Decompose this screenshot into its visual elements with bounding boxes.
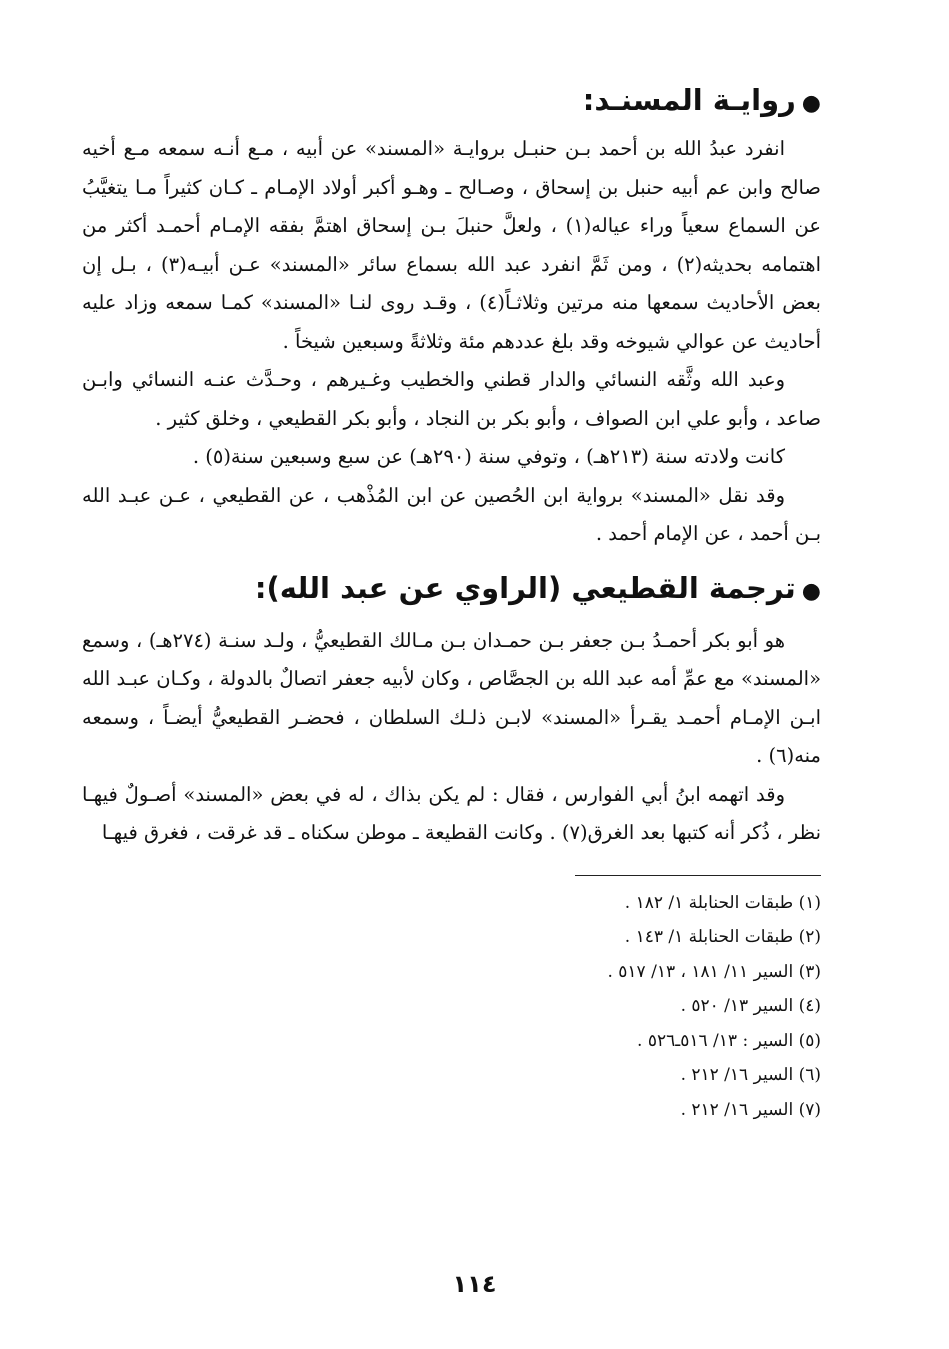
section-heading-riwaya — [82, 78, 821, 126]
paragraph: وعبد الله وثَّقه النسائي والدار قطني والخطيب وغـيرهم ، وحـدَّث عنـه النسائي وابـن صاعد ، وأبو علي ابن الصواف ، وأبو بكر بن النجاد ، وأبو بكر القطيعي ، وخلق كثير . — [82, 368, 821, 430]
paragraph: انفرد عبدُ الله بن أحمد بـن حنبـل بروايـة «المسند» عن أبيه ، مـع أنـه سمعه مـع أخيه صالح وابن عم أبيه حنبل بن إسحاق ، وصـالح ـ وهـو أكبر أولاد الإمـام ـ كـان كثيراً مـا يتغيَّبُ عن السماع سعياً وراء عياله(١) ، ولعلَّ حنبلَ بـن إسحاق اهتمَّ بفقه الإمـام أحمـد أكثر من اهتمامه بحديثه(٢) ، ومن ثَمَّ انفرد عبد الله بسماع سائر «المسند» عـن أبيـه(٣) ، بـل إن بعض الأحاديث سمعها منه مرتين وثلاثـاً(٤) ، وقـد روى لنـا «المسند» كمـا سمعه وزاد عليه أحاديث عن عوالي شيوخه وقد بلغ عددهم مئة وثلاثةً وسبعين شيخاً . — [82, 137, 821, 353]
footnote: (١) طبقات الحنابلة ١/ ١٨٢ . — [624, 892, 821, 913]
footnote: (٧) السير ١٦/ ٢١٢ . — [680, 1099, 821, 1120]
heading-text: روايـة المسنـد: — [582, 83, 796, 117]
section-heading-tarjama — [82, 566, 821, 614]
footnotes-list — [82, 886, 821, 1128]
footnote: (٥) السير : ١٣/ ٥١٦ـ٥٢٦ . — [637, 1030, 821, 1051]
heading-text: ترجمة القطيعي (الراوي عن عبد الله): — [254, 570, 796, 605]
paragraph: هو أبو بكر أحمـدُ بـن جعفر بـن حمـدان بـن مـالك القطيعيُّ ، ولـد سنـة (٢٧٤هـ) ، وسمع «المسند» مع عمِّ أمه عبد الله بن الجصَّاص ، وكان لأبيه جعفر اتصالٌ بالدولة ، وكـان عبـد الله ابـن الإمـام أحمـد يقـرأ «المسند» لابـن ذلـك السلطان ، فحضـر القطيعيُّ أيضـاً ، وسمعه منه(٦) . — [82, 628, 821, 767]
footnote: (٢) طبقات الحنابلة ١/ ١٤٣ . — [624, 927, 821, 947]
bullet-icon: ● — [801, 91, 821, 116]
footnote-divider — [575, 875, 821, 876]
paragraph: كانت ولادته سنة (٢١٣هـ) ، وتوفي سنة (٢٩٠هـ) عن سبع وسبعين سنة(٥) . — [192, 445, 785, 468]
page-number: ١١٤ — [452, 1270, 497, 1298]
bullet-icon: ● — [801, 578, 821, 604]
footnote: (٦) السير ١٦/ ٢١٢ . — [680, 1065, 821, 1085]
paragraph: وقد اتهمه ابنُ أبي الفوارس ، فقال : لم يكن بذاك ، له في بعض «المسند» أصـولٌ فيهـا نظر ، ذُكر أنه كتبها بعد الغرق(٧) . وكانت القطيعة ـ موطن سكناه ـ قد غرقت ، فغرق فيهـا — [82, 782, 821, 844]
footnote: (٣) السير ١١/ ١٨١ ، ١٣/ ٥١٧ . — [607, 961, 821, 982]
paragraph: وقد نقل «المسند» برواية ابن الحُصين عن ابن المُذْهب ، عن القطيعي ، عـن عبـد الله بـن أحمد ، عن الإمام أحمد . — [82, 483, 821, 545]
footnote: (٤) السير ١٣/ ٥٢٠ . — [680, 996, 821, 1016]
